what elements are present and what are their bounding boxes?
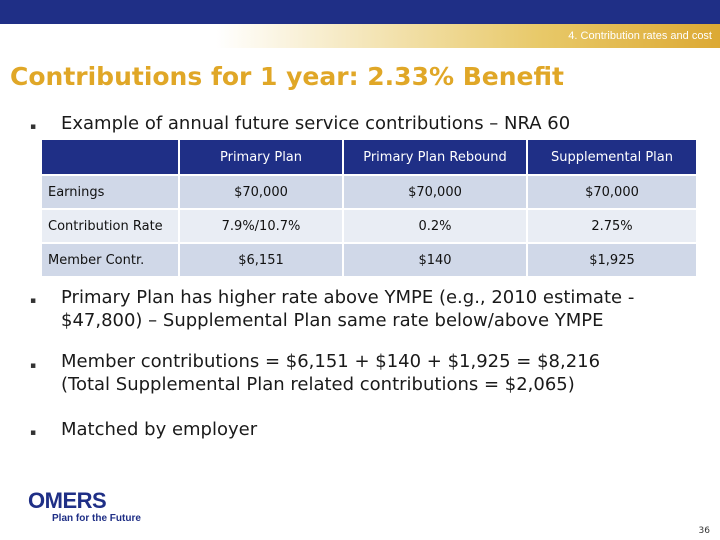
- row-label-earnings: Earnings: [42, 174, 180, 208]
- bullet-member-contributions: [61, 350, 716, 396]
- table-row: [42, 242, 696, 276]
- table-header-primary-plan-rebound: Primary Plan Rebound: [344, 140, 528, 174]
- row-label-contribution-rate: Contribution Rate: [42, 208, 180, 242]
- intro-bullet: Example of annual future service contributions – NRA 60: [61, 113, 571, 134]
- logo-tagline: Plan for the Future: [52, 513, 141, 524]
- bullet-line: Primary Plan has higher rate above YMPE (e.g., 2010 estimate -: [61, 287, 635, 308]
- table-cell: 0.2%: [344, 208, 528, 242]
- bullet-marker: ▪: [30, 361, 37, 371]
- section-label: 4. Contribution rates and cost: [568, 30, 712, 42]
- page-number: 36: [698, 526, 710, 536]
- table-cell: 2.75%: [528, 208, 696, 242]
- row-label-member-contr: Member Contr.: [42, 242, 180, 276]
- table-cell: $1,925: [528, 242, 696, 276]
- bullet-line: (Total Supplemental Plan related contributions = $2,065): [61, 374, 575, 395]
- slide-title: Contributions for 1 year: 2.33% Benefit: [10, 62, 564, 91]
- table-cell: $6,151: [180, 242, 344, 276]
- bullet-line: Matched by employer: [61, 419, 258, 440]
- bullet-line: $47,800) – Supplemental Plan same rate below/above YMPE: [61, 310, 604, 331]
- logo-wordmark: OMERS: [28, 488, 107, 513]
- table-cell: $70,000: [180, 174, 344, 208]
- table-cell: $140: [344, 242, 528, 276]
- contributions-table: [42, 140, 696, 276]
- table-cell: $70,000: [344, 174, 528, 208]
- table-header-supplemental-plan: Supplemental Plan: [528, 140, 696, 174]
- bullet-marker: ▪: [30, 428, 37, 438]
- omers-logo: [28, 488, 158, 528]
- bullet-marker: ▪: [30, 122, 37, 132]
- table-header-row: [42, 140, 696, 174]
- table-row: [42, 174, 696, 208]
- bullet-matched-by-employer: [61, 418, 716, 441]
- table-header-blank: [42, 140, 180, 174]
- bullet-marker: ▪: [30, 296, 37, 306]
- table-header-primary-plan: Primary Plan: [180, 140, 344, 174]
- table-cell: 7.9%/10.7%: [180, 208, 344, 242]
- bullet-primary-plan-rate: [61, 286, 716, 332]
- bullet-line: Member contributions = $6,151 + $140 + $1,925 = $8,216: [61, 351, 601, 372]
- table-cell: $70,000: [528, 174, 696, 208]
- top-bar: [0, 0, 720, 24]
- table-row: [42, 208, 696, 242]
